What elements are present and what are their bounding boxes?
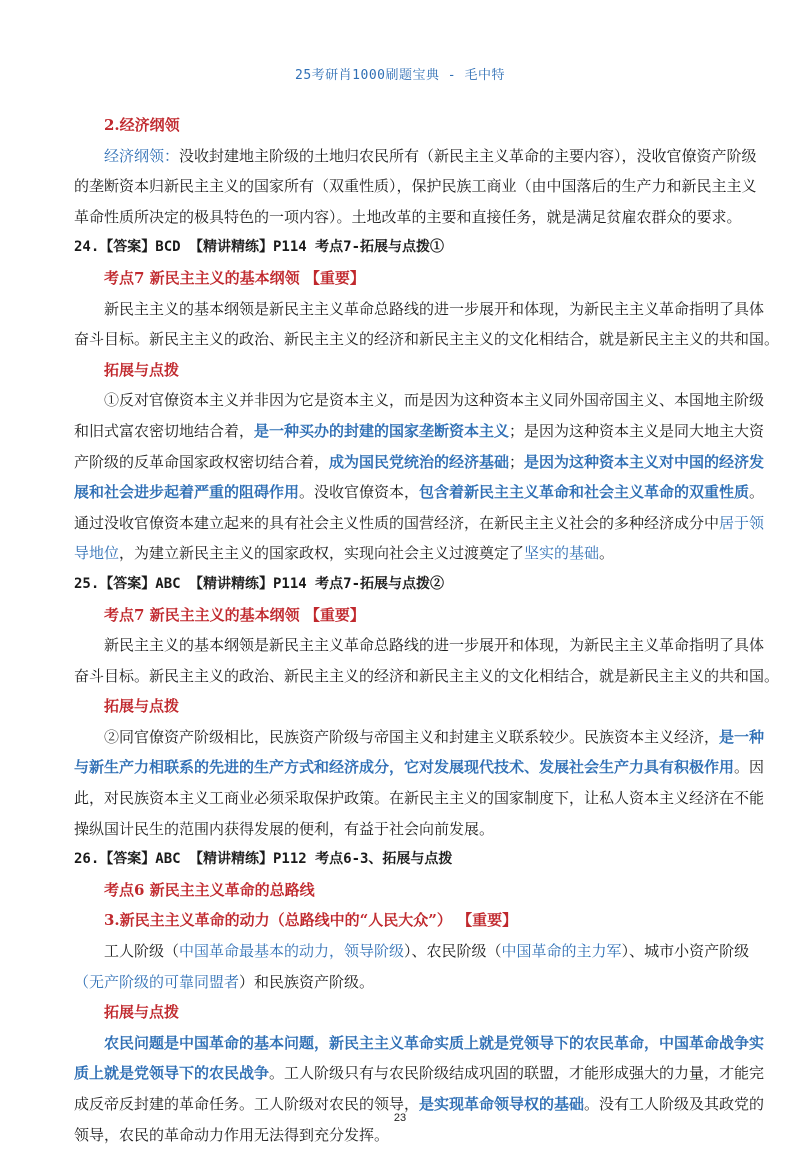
highlight: 居于领 <box>719 513 765 532</box>
extension-heading: 拓展与点拨 <box>104 360 180 379</box>
highlight: 无产阶级的可靠同盟者 <box>89 972 240 991</box>
paragraph-line: 展和社会进步起着严重的阻碍作用。没收官僚资本，包含着新民主主义革命和社会主义革命的双重性质。 <box>74 483 765 502</box>
answer-25: 25.【答案】ABC 【精讲精练】P114 考点7-拓展与点拨② <box>74 575 445 592</box>
term-label: 经济纲领： <box>104 146 180 165</box>
paragraph-line: 领导，农民的革命动力作用无法得到充分发挥。 <box>74 1125 390 1144</box>
paragraph-line: 产阶级的反革命国家政权密切结合着，成为国民党统治的经济基础；是因为这种资本主义对中国的经济发 <box>74 452 765 471</box>
paragraph-line: 农民问题是中国革命的基本问题，新民主主义革命实质上就是党领导下的农民革命，中国革命战争实 <box>104 1033 765 1052</box>
answer-26: 26.【答案】ABC 【精讲精练】P112 考点6-3、拓展与点拨 <box>74 851 453 868</box>
paragraph-line: 导地位，为建立新民主主义的国家政权，实现向社会主义过渡奠定了坚实的基础。 <box>74 544 615 563</box>
page-content <box>74 110 780 1150</box>
highlight: 是一种买办的封建的国家垄断资本主义 <box>254 421 510 440</box>
paragraph-line: ②同官僚资产阶级相比，民族资产阶级与帝国主义和封建主义联系较少。民族资本主义经济，是一种 <box>104 727 765 746</box>
paragraph-line: 奋斗目标。新民主主义的政治、新民主主义的经济和新民主主义的文化相结合，就是新民主主义的共和国。 <box>74 666 780 685</box>
key-point-title: 考点6 新民主主义革命的总路线 <box>104 880 315 899</box>
paragraph-line: 与新生产力相联系的先进的生产方式和经济成分，它对发展现代技术、发展社会生产力具有积极作用。因 <box>74 758 765 777</box>
paragraph-line: 成反帝反封建的革命任务。工人阶级对农民的领导，是实现革命领导权的基础。没有工人阶级及其政党的 <box>74 1095 765 1113</box>
extension-heading: 拓展与点拨 <box>104 1003 180 1022</box>
answer-24: 24.【答案】BCD 【精讲精练】P114 考点7-拓展与点拨① <box>74 239 445 256</box>
paragraph-line: 新民主主义的基本纲领是新民主主义革命总路线的进一步展开和体现，为新民主主义革命指明了具体 <box>104 299 765 318</box>
paragraph-line: 革命性质所决定的极具特色的一项内容）。土地改革的主要和直接任务，就是满足贫雇农群众的要求。 <box>74 207 742 226</box>
highlight: 展和社会进步起着严重的阻碍作用 <box>74 483 300 502</box>
page-header: 25考研肖1000刷题宝典 - 毛中特 <box>295 68 505 83</box>
highlight: 导地位 <box>74 544 120 563</box>
paragraph-line: 此，对民族资本主义工商业必须采取保护政策。在新民主主义的国家制度下，让私人资本主义经济在不能 <box>74 789 765 808</box>
highlight: 与新生产力相联系的先进的生产方式和经济成分，它对发展现代技术、发展社会生产力具有积极作用 <box>74 758 735 777</box>
highlight: 是因为这种资本主义对中国的经济发 <box>524 452 765 471</box>
key-point-title: 考点7 新民主主义的基本纲领 【重要】 <box>104 605 365 624</box>
highlight: 坚实的基础 <box>524 544 600 563</box>
paragraph-line: （无产阶级的可靠同盟者）和民族资产阶级。 <box>74 972 375 991</box>
paragraph-line: 的垄断资本归新民主主义的国家所有（双重性质），保护民族工商业（由中国落后的生产力和新民主主义 <box>74 177 757 196</box>
highlight: 中国革命的主力军 <box>501 942 622 961</box>
key-point-title: 考点7 新民主主义的基本纲领 【重要】 <box>104 268 365 287</box>
paragraph-line: ①反对官僚资本主义并非因为它是资本主义，而是因为这种资本主义同外国帝国主义、本国地主阶级 <box>104 391 765 410</box>
highlight: 是实现革命领导权的基础 <box>419 1095 585 1113</box>
paragraph-line: 新民主主义的基本纲领是新民主主义革命总路线的进一步展开和体现，为新民主主义革命指明了具体 <box>104 636 765 655</box>
extension-heading: 拓展与点拨 <box>104 697 180 716</box>
page-number: 23 <box>393 1112 407 1124</box>
paragraph-line: 操纵国计民生的范围内获得发展的便利，有益于社会向前发展。 <box>74 819 495 838</box>
highlight: 中国革命最基本的动力，领导阶级 <box>179 942 405 961</box>
highlight: 包含着新民主主义革命和社会主义革命的双重性质 <box>419 483 750 502</box>
paragraph-line: 工人阶级（中国革命最基本的动力，领导阶级）、农民阶级（中国革命的主力军）、城市小资产阶级 <box>104 942 750 961</box>
section-title-economic-program: 2.经济纲领 <box>104 116 180 134</box>
paragraph-line: 经济纲领：没收封建地主阶级的土地归农民所有（新民主主义革命的主要内容），没收官僚资产阶级 <box>104 146 757 165</box>
paragraph-line: 通过没收官僚资本建立起来的具有社会主义性质的国营经济，在新民主主义社会的多种经济成分中居于领 <box>74 513 765 532</box>
paragraph-line: 质上就是党领导下的农民战争。工人阶级只有与农民阶级结成巩固的联盟，才能形成强大的力量，才能完 <box>74 1064 765 1083</box>
subsection-title: 3.新民主主义革命的动力（总路线中的“人民大众”） 【重要】 <box>104 911 518 930</box>
highlight: 成为国民党统治的经济基础 <box>329 452 510 471</box>
paragraph-line: 奋斗目标。新民主主义的政治、新民主主义的经济和新民主主义的文化相结合，就是新民主主义的共和国。 <box>74 330 780 349</box>
highlight: 是一种 <box>719 727 765 746</box>
highlight: 质上就是党领导下的农民战争 <box>74 1064 270 1083</box>
paragraph-line: 和旧式富农密切地结合着，是一种买办的封建的国家垄断资本主义；是因为这种资本主义是同大地主大资 <box>74 421 765 440</box>
